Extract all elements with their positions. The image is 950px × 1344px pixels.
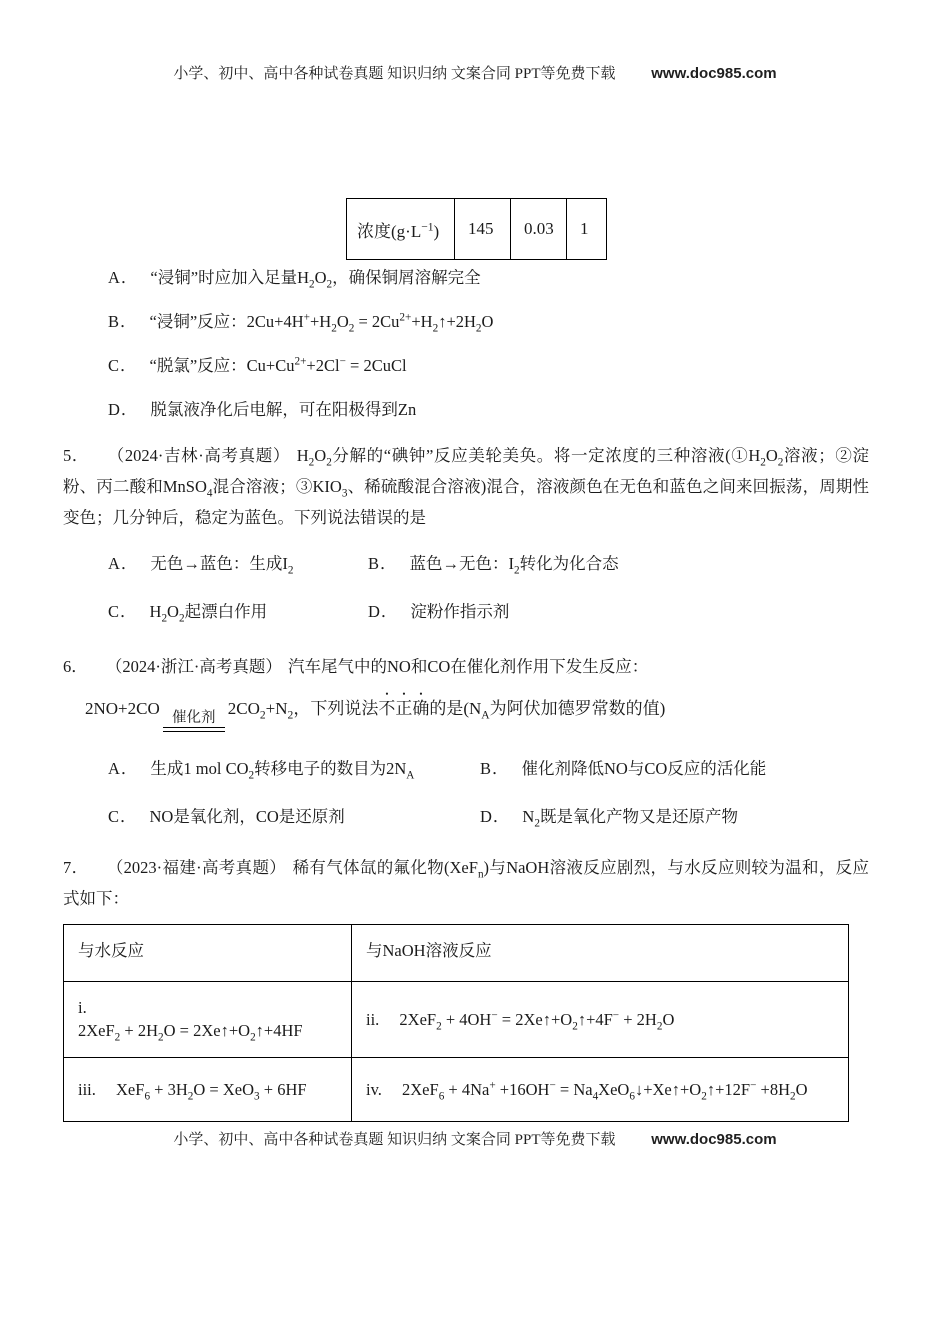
reaction-cell-iv (352, 1058, 849, 1122)
option-text: 催化剂降低NO与CO反应的活化能 (521, 759, 767, 779)
option-row-b (480, 754, 869, 784)
question-stem-text: 稀有气体氙的氟化物(XeF$_n$)与NaOH溶液反应剧烈，与水反应则较为温和，反应式如下： (63, 858, 869, 908)
option-letter: D． (108, 400, 139, 419)
header-site-text: 小学、初中、高中各种试卷真题 知识归纳 文案合同 PPT等免费下载 (173, 66, 616, 82)
question6-stem (63, 651, 869, 682)
option-row-b (108, 307, 853, 337)
question-5 (63, 440, 869, 627)
option-row-d (480, 802, 869, 832)
concentration-label-cell: 浓度$(g\cdot L^{-1})$ (347, 199, 455, 260)
footer-site-text: 小学、初中、高中各种试卷真题 知识归纳 文案合同 PPT等免费下载 (173, 1132, 616, 1148)
reaction-formula: $XeF_6 + 3H_2O = XeO_3 + 6HF$ (116, 1079, 307, 1102)
option-letter: A． (108, 554, 139, 573)
option-row-d (368, 597, 869, 627)
option-row-a (108, 549, 368, 579)
reaction-label: ii. (366, 1009, 380, 1029)
option-letter: B． (480, 759, 510, 779)
reaction-formula: $2XeF_2 + 4OH^- = 2Xe↑+O_2↑+4F^- + 2H_2O$ (399, 1009, 675, 1032)
option-text: 无色→蓝色：生成$I_2$ (150, 554, 294, 577)
question-number: 7． (63, 858, 89, 877)
option-text: 淀粉作指示剂 (410, 602, 510, 621)
question-7 (63, 852, 869, 1122)
xef-table-row-2 (64, 1058, 849, 1122)
option-letter: C． (108, 807, 138, 827)
page-header (0, 62, 950, 83)
reaction-equation (85, 688, 869, 732)
option-text: 蓝色→无色：$I_2$转化为化合态 (409, 554, 619, 577)
option-letter: C． (108, 356, 138, 375)
option-text: 生成1 mol $CO_2$转移电子的数目为$2N_A$ (150, 759, 415, 782)
option-letter: D． (480, 807, 511, 827)
reaction-cell-ii (352, 982, 849, 1058)
option-row-b (368, 549, 869, 579)
equation-right: $2CO_2+N_2$ (227, 699, 294, 722)
option-text: NO是氧化剂，CO是还原剂 (149, 807, 345, 827)
option-row-d (108, 395, 853, 425)
header-cell-naoh: 与NaOH溶液反应 (352, 925, 849, 982)
page-footer (0, 1128, 950, 1149)
double-equals-line (163, 727, 225, 732)
question-source: （2023·福建·高考真题） (106, 858, 287, 877)
catalyst-label: 催化剂 (172, 710, 216, 726)
question-6 (63, 651, 869, 832)
option-letter: C． (108, 602, 138, 621)
reaction-formula: $2XeF_6 + 4Na^+ +16OH^- = Na_4XeO_6↓+Xe↑+O_2↑+12F^- +8H_2O$ (402, 1079, 808, 1102)
xef-table-row-1 (64, 982, 849, 1058)
xef-table-header-row (64, 925, 849, 982)
concentration-table-row (347, 199, 607, 260)
question-number: 6． (63, 657, 88, 676)
concentration-value-cell: 1 (567, 199, 607, 260)
question6-options (63, 754, 869, 832)
question-stem-text: $H_2O_2$分解的“碘钟”反应美轮美奂。将一定浓度的三种溶液($①H_2O_2$溶液；②淀粉、丙二酸和MnSO$_4$混合溶液；$③KIO_3$、稀硫酸混合溶液)混合，溶液颜色在无色和蓝色之间来回振荡，周期性变色；几分钟后，稳定为蓝色。下列说法错误的是 (63, 446, 870, 527)
header-cell-water: 与水反应 (64, 925, 352, 982)
reaction-label: iv. (366, 1079, 382, 1099)
option-letter: A． (108, 268, 139, 287)
catalyst-condition (163, 709, 225, 732)
reaction-formula: $2XeF_2 + 2H_2O$ = $2Xe↑+O_2↑+4HF$ (78, 1021, 303, 1044)
option-letter: A． (108, 759, 139, 779)
concentration-value-cell: 0.03 (511, 199, 567, 260)
option-row-c (108, 597, 368, 627)
option-text: $H_2O_2$起漂白作用 (149, 602, 268, 625)
equation-after-text: ，下列说法不正确的是($N_A$为阿伏加德罗常数的值) (293, 699, 666, 722)
question-stem-text: 汽车尾气中的NO和CO在催化剂作用下发生反应： (288, 657, 649, 676)
question-source: （2024·浙江·高考真题） (105, 657, 282, 676)
concentration-value-cell: 145 (455, 199, 511, 260)
option-letter: B． (108, 312, 138, 331)
option-row-c (108, 351, 853, 381)
option-text: $N_2$既是氧化产物又是还原产物 (522, 807, 738, 830)
option-row-a (108, 754, 480, 784)
option-row-c (108, 802, 480, 832)
reaction-label: iii. (78, 1079, 96, 1099)
option-letter: D． (368, 602, 399, 621)
xef-reactions-table (63, 924, 849, 1122)
option-text: “脱氯”反应：$Cu+Cu^{2+}+2Cl^-$ = 2CuCl (149, 355, 407, 375)
question7-stem (63, 852, 869, 914)
reaction-cell-iii (64, 1058, 352, 1122)
option-text: 脱氯液净化后电解，可在阳极得到Zn (150, 400, 417, 419)
option-letter: B． (368, 554, 398, 573)
question5-stem (63, 440, 869, 533)
reaction-label: i. (78, 998, 87, 1017)
option-row-a (108, 263, 853, 293)
concentration-table (346, 198, 607, 260)
question4-options (108, 263, 853, 439)
equation-left: 2NO+2CO (85, 699, 160, 718)
question-number: 5． (63, 446, 89, 465)
footer-site-url: www.doc985.com (651, 1131, 777, 1148)
header-site-url: www.doc985.com (651, 65, 777, 82)
reaction-cell-i (64, 982, 352, 1058)
option-text: “浸铜”时应加入足量$H_2O_2$，确保铜屑溶解完全 (150, 268, 481, 291)
option-text: “浸铜”反应：$2Cu+4H^++H_2O_2$ = $2Cu^{2+}+H_2↑+2H_2O$ (149, 311, 494, 335)
question5-options (63, 549, 869, 627)
question-source: （2024·吉林·高考真题） (107, 446, 290, 465)
